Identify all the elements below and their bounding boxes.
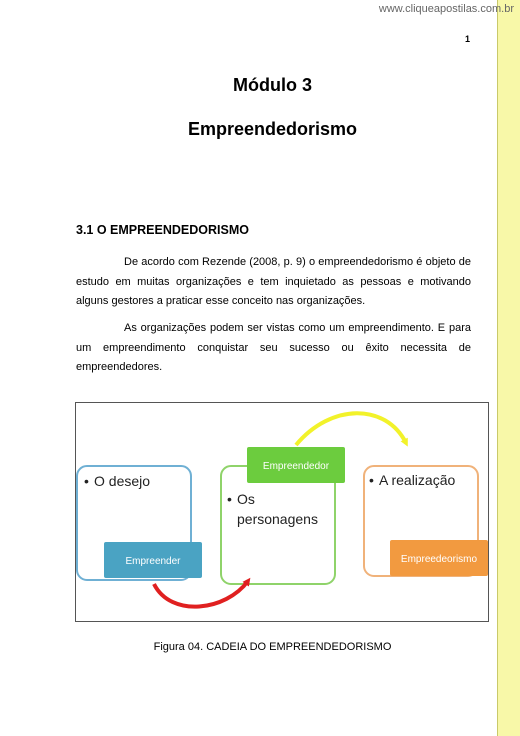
realization-bullet: • <box>369 472 374 488</box>
realization-text: A realização <box>379 472 456 488</box>
paragraph-1: De acordo com Rezende (2008, p. 9) o empreendedorismo é objeto de estudo em muitas organizações e tem inquietado as pessoas e motivando alguns gestores a praticar esse conceito nas organizações. <box>76 256 471 307</box>
characters-bullet: • <box>227 491 232 507</box>
figure-frame <box>75 402 489 622</box>
chain-step-desire <box>77 466 202 580</box>
empreendedor-tag-label: Empreendedor <box>262 461 330 472</box>
desire-text: O desejo <box>94 473 151 489</box>
empreedeorismo-tag-label: Empreedeorismo <box>400 554 478 565</box>
figure-caption: Figura 04. CADEIA DO EMPREENDEDORISMO <box>153 641 392 653</box>
page-number: 1 <box>465 34 471 44</box>
right-sidebar-strip <box>497 0 520 736</box>
desire-bullet: • <box>84 473 89 489</box>
empreender-tag-label: Empreender <box>125 556 181 567</box>
yellow-curved-arrow <box>296 413 406 445</box>
chain-step-realization <box>364 466 488 576</box>
page-title: Empreendedorismo <box>187 119 358 139</box>
paragraph-2: As organizações podem ser vistas como um empreendimento. E para um empreendimento conquistar seu sucesso ou êxito necessita de empreendedores. <box>76 322 471 373</box>
module-title: Módulo 3 <box>233 75 312 95</box>
empreendedorismo-chain-diagram <box>76 403 490 623</box>
site-url[interactable]: www.cliqueapostilas.com.br <box>378 3 514 15</box>
characters-text-line-1: Os <box>237 491 255 507</box>
characters-text-line-2: personagens <box>237 511 318 527</box>
chain-step-characters <box>221 447 345 584</box>
section-heading: 3.1 O EMPREENDEDORISMO <box>76 223 249 237</box>
